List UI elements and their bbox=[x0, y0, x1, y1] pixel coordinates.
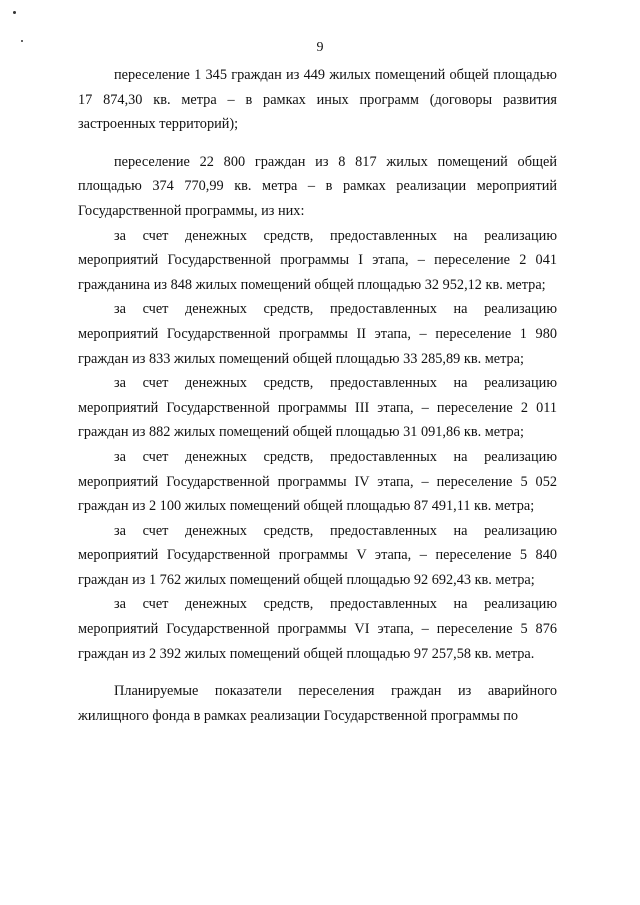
paragraph-planned-indicators: Планируемые показатели переселения граждан из аварийного жилищного фонда в рамках реализации Государственной программы по bbox=[78, 683, 557, 724]
document-body bbox=[78, 63, 557, 728]
paragraph-stage-2: за счет денежных средств, предоставленных на реализацию мероприятий Государственной программы II этапа, – переселение 1 980 граждан из 833 жилых помещений общей площадью 33 285,89 кв. метра; bbox=[78, 301, 557, 367]
paragraph-stage-3: за счет денежных средств, предоставленных на реализацию мероприятий Государственной программы III этапа, – переселение 2 011 граждан из 882 жилых помещений общей площадью 31 091,86 кв. метра; bbox=[78, 375, 557, 441]
paragraph-stage-1: за счет денежных средств, предоставленных на реализацию мероприятий Государственной программы I этапа, – переселение 2 041 гражданина из 848 жилых помещений общей площадью 32 952,12 кв. метра; bbox=[78, 227, 557, 293]
paragraph-stage-5: за счет денежных средств, предоставленных на реализацию мероприятий Государственной программы V этапа, – переселение 5 840 граждан из 1 762 жилых помещений общей площадью 92 692,43 кв. метра; bbox=[78, 522, 557, 588]
paragraph-state-program-total: переселение 22 800 граждан из 8 817 жилых помещений общей площадью 374 770,99 кв. метра – в рамках реализации мероприятий Государственной программы, из них: bbox=[78, 153, 557, 219]
paragraph-stage-6: за счет денежных средств, предоставленных на реализацию мероприятий Государственной программы VI этапа, – переселение 5 876 граждан из 2 392 жилых помещений общей площадью 97 257,58 кв. метра. bbox=[78, 596, 557, 662]
scan-speck bbox=[13, 11, 16, 14]
paragraph-other-programs: переселение 1 345 граждан из 449 жилых помещений общей площадью 17 874,30 кв. метра – в рамках иных программ (договоры развития застроенных территорий); bbox=[78, 67, 557, 133]
paragraph-stage-4: за счет денежных средств, предоставленных на реализацию мероприятий Государственной программы IV этапа, – переселение 5 052 граждан из 2 100 жилых помещений общей площадью 87 491,11 кв. метра; bbox=[78, 448, 557, 515]
page-number: 9 bbox=[316, 40, 324, 55]
